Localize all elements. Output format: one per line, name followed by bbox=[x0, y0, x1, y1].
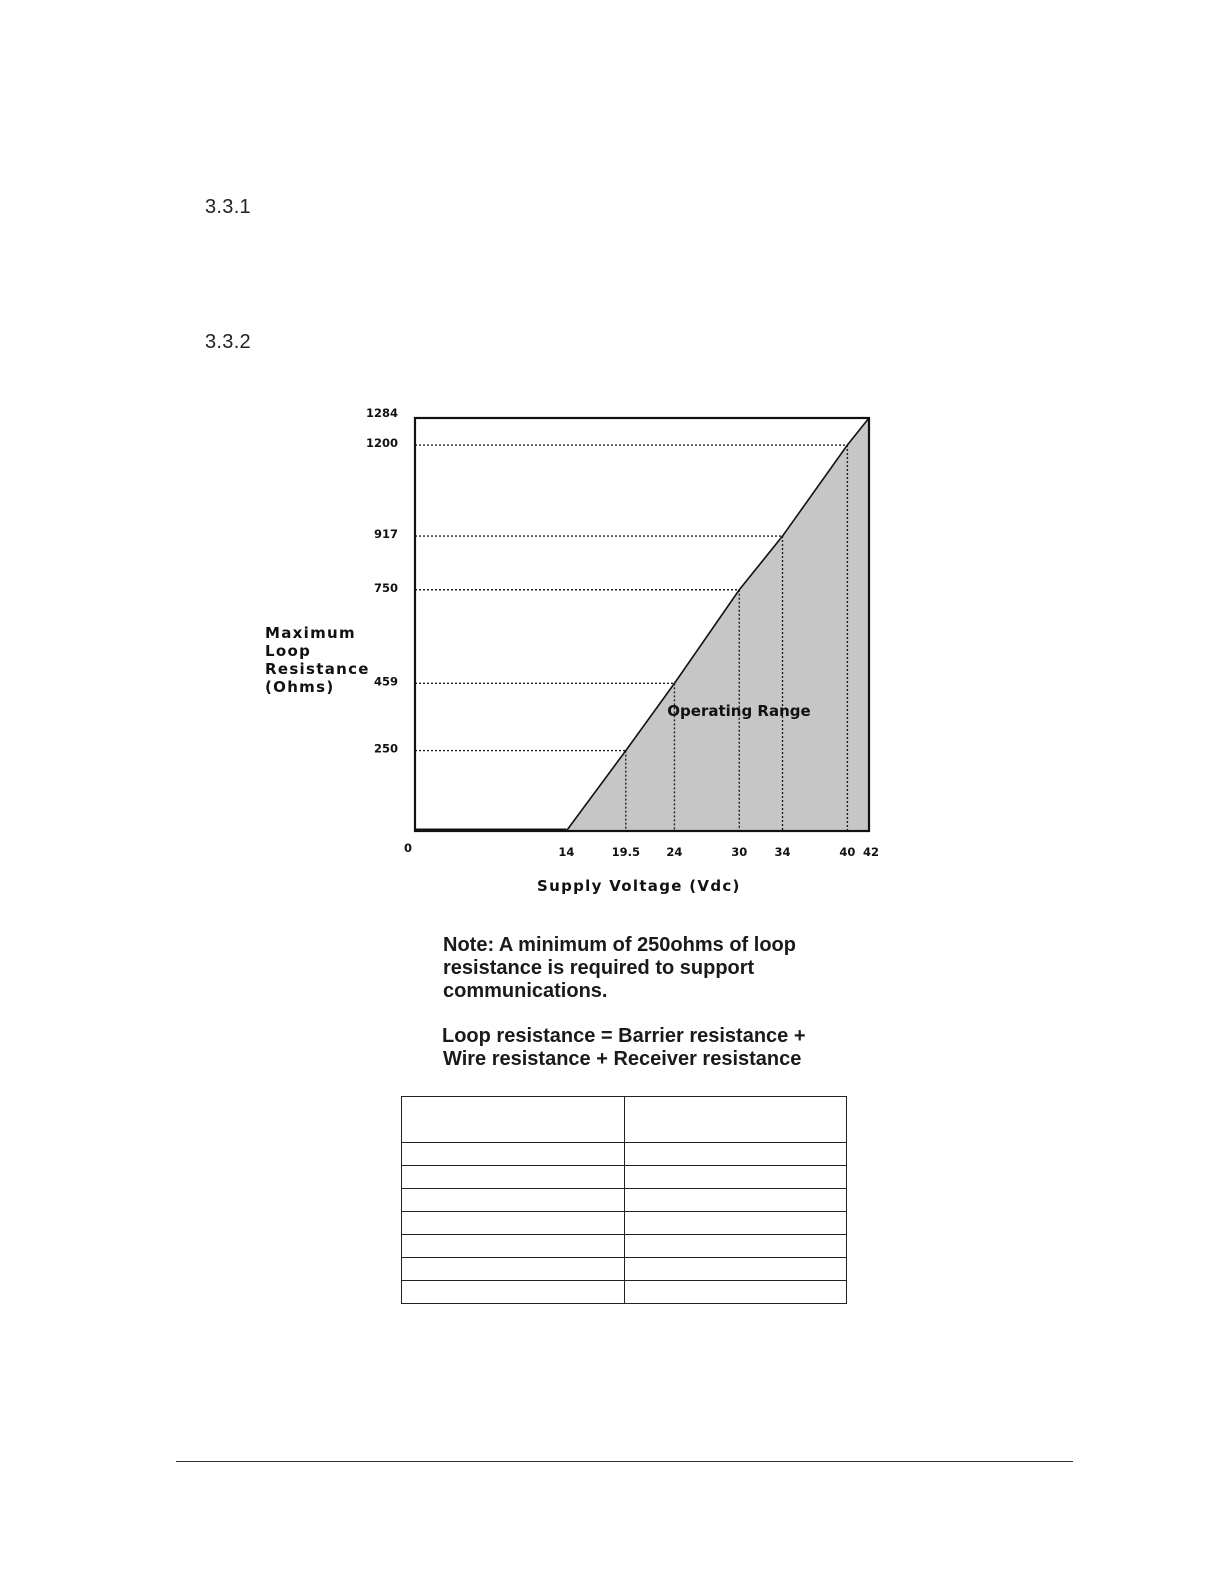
x-tick-label: 40 bbox=[839, 845, 856, 859]
x-tick-label: 14 bbox=[558, 845, 575, 859]
y-tick-label: 250 bbox=[373, 741, 398, 756]
x-origin-label: 0 bbox=[403, 841, 413, 855]
note-line: resistance is required to support bbox=[443, 957, 755, 979]
section-number-3-3-1: 3.3.1 bbox=[205, 196, 251, 218]
table-cell bbox=[402, 1212, 625, 1235]
table-cell bbox=[402, 1189, 625, 1212]
table-header-row bbox=[402, 1097, 847, 1143]
y-tick-label: 459 bbox=[373, 674, 398, 689]
table-cell bbox=[624, 1235, 847, 1258]
note-line: communications. bbox=[443, 980, 608, 1002]
table-cell bbox=[402, 1258, 625, 1281]
y-axis-label-line: Loop bbox=[265, 642, 312, 660]
table-row bbox=[402, 1281, 847, 1304]
note-line: Note: A minimum of 250ohms of loop bbox=[443, 934, 796, 956]
table-cell bbox=[624, 1258, 847, 1281]
y-axis-label bbox=[265, 624, 370, 696]
table-row bbox=[402, 1258, 847, 1281]
x-axis-label: Supply Voltage (Vdc) bbox=[537, 877, 741, 895]
table-cell bbox=[402, 1143, 625, 1166]
table-cell bbox=[624, 1212, 847, 1235]
x-tick-label: 42 bbox=[862, 845, 880, 859]
table-cell bbox=[402, 1166, 625, 1189]
table-cell bbox=[624, 1097, 847, 1143]
table-cell bbox=[624, 1281, 847, 1304]
table-cell bbox=[624, 1189, 847, 1212]
y-axis-label-line: (Ohms) bbox=[265, 678, 335, 696]
formula-line: Wire resistance + Receiver resistance bbox=[443, 1048, 802, 1070]
table-row bbox=[402, 1189, 847, 1212]
section-number-3-3-2: 3.3.2 bbox=[205, 331, 251, 353]
table-cell bbox=[402, 1281, 625, 1304]
y-tick-label: 750 bbox=[373, 580, 398, 595]
y-axis-label-line: Resistance bbox=[265, 660, 370, 678]
empty-table bbox=[401, 1096, 847, 1304]
table-cell bbox=[402, 1097, 625, 1143]
table-row bbox=[402, 1166, 847, 1189]
x-tick-label: 34 bbox=[774, 845, 791, 859]
y-tick-label: 1284 bbox=[365, 406, 398, 420]
table-cell bbox=[624, 1166, 847, 1189]
table-cell bbox=[624, 1143, 847, 1166]
footer-divider bbox=[176, 1461, 1073, 1462]
x-tick-label: 19.5 bbox=[611, 845, 640, 859]
x-tick-label: 24 bbox=[666, 845, 683, 859]
table-cell bbox=[402, 1235, 625, 1258]
table-row bbox=[402, 1143, 847, 1166]
y-axis-label-line: Maximum bbox=[265, 624, 356, 642]
y-tick-label: 917 bbox=[373, 527, 398, 542]
chart-note bbox=[443, 934, 843, 1071]
formula-line: Loop resistance = Barrier resistance + bbox=[442, 1025, 806, 1047]
table-row bbox=[402, 1212, 847, 1235]
table-row bbox=[402, 1235, 847, 1258]
operating-range-label: Operating Range bbox=[667, 702, 811, 720]
y-tick-label: 1200 bbox=[365, 436, 398, 451]
x-tick-label: 30 bbox=[731, 845, 748, 859]
